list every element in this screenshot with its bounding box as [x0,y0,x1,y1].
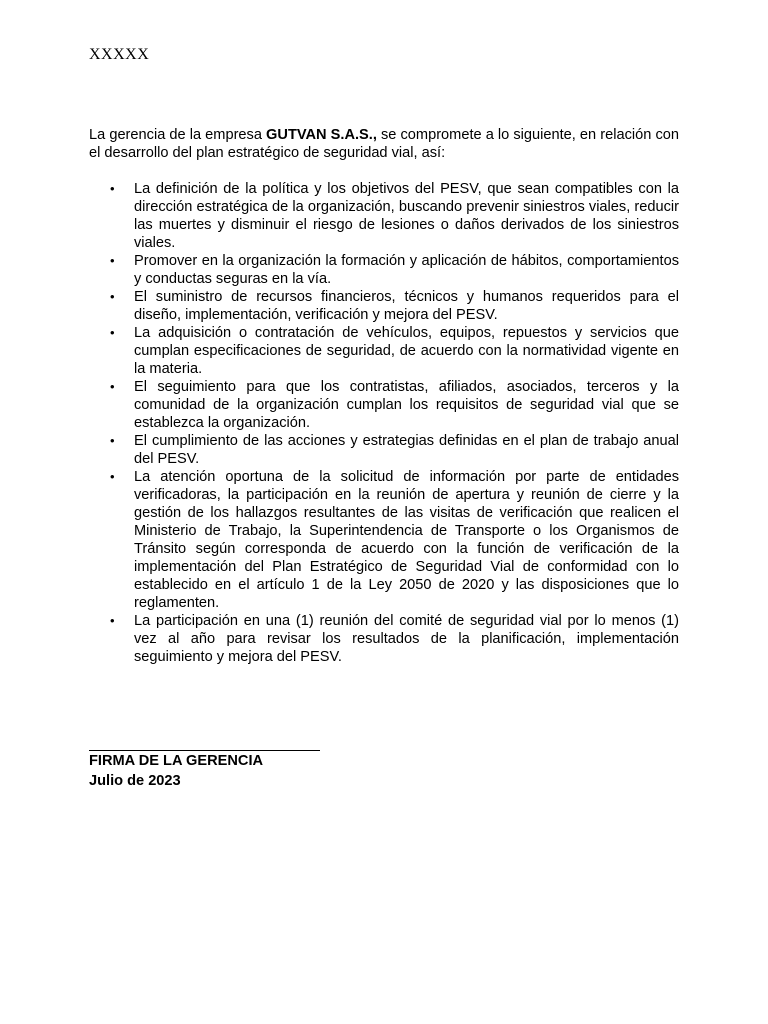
bullet-icon: • [110,181,115,196]
bullet-icon: • [110,289,115,304]
list-item [89,612,679,666]
intro-suffix: se compromete a lo siguiente, en relación con el desarrollo del plan estratégico de seguridad vial, así: [89,127,679,161]
list-item [89,180,679,252]
commitment-text: El suministro de recursos financieros, técnicos y humanos requeridos para el diseño, implementación, verificación y mejora del PESV. [134,289,679,323]
signature-date: Julio de 2023 [89,773,181,789]
commitment-text: El cumplimiento de las acciones y estrategias definidas en el plan de trabajo anual del PESV. [134,433,679,467]
signature-line [89,750,320,751]
bullet-icon: • [110,379,115,394]
intro-paragraph [89,126,679,162]
list-item [89,288,679,324]
commitment-text: Promover en la organización la formación y aplicación de hábitos, comportamientos y conductas seguras en la vía. [134,253,679,287]
commitment-text: La adquisición o contratación de vehículos, equipos, repuestos y servicios que cumplan especificaciones de seguridad, de acuerdo con la normatividad vigente en la materia. [134,325,679,377]
list-item [89,252,679,288]
commitment-text: La participación en una (1) reunión del comité de seguridad vial por lo menos (1) vez al año para revisar los resultados de la planificación, implementación seguimiento y mejora del PESV. [134,613,679,665]
header-code: XXXXX [89,46,150,63]
commitment-text: La definición de la política y los objetivos del PESV, que sean compatibles con la dirección estratégica de la organización, buscando prevenir siniestros viales, reducir las muertes y disminuir el riesgo de lesiones o daños derivados de los siniestros viales. [134,181,679,251]
list-item [89,324,679,378]
list-item [89,468,679,612]
bullet-icon: • [110,325,115,340]
company-name: GUTVAN S.A.S., [266,127,377,143]
signature-title: FIRMA DE LA GERENCIA [89,753,264,769]
bullet-icon: • [110,253,115,268]
list-item [89,432,679,468]
bullet-icon: • [110,433,115,448]
list-item [89,378,679,432]
commitment-text: El seguimiento para que los contratistas, afiliados, asociados, terceros y la comunidad de la organización cumplan los requisitos de seguridad vial que se establezca la organización. [134,379,679,431]
bullet-icon: • [110,469,115,484]
commitments-list [89,180,679,666]
intro-prefix: La gerencia de la empresa [89,127,267,143]
bullet-icon: • [110,613,115,628]
commitment-text: La atención oportuna de la solicitud de información por parte de entidades verificadoras, la participación en la reunión de apertura y reunión de cierre y la gestión de los hallazgos resultantes de las visitas de verificación que realicen el Ministerio de Trabajo, la Superintendencia de Transporte o los Organismos de Tránsito según corresponda de acuerdo con la función de verificación de la implementación del Plan Estratégico de Seguridad Vial de conformidad con lo establecido en el artículo 1 de la Ley 2050 de 2020 y las disposiciones que lo reglamenten. [134,469,679,611]
